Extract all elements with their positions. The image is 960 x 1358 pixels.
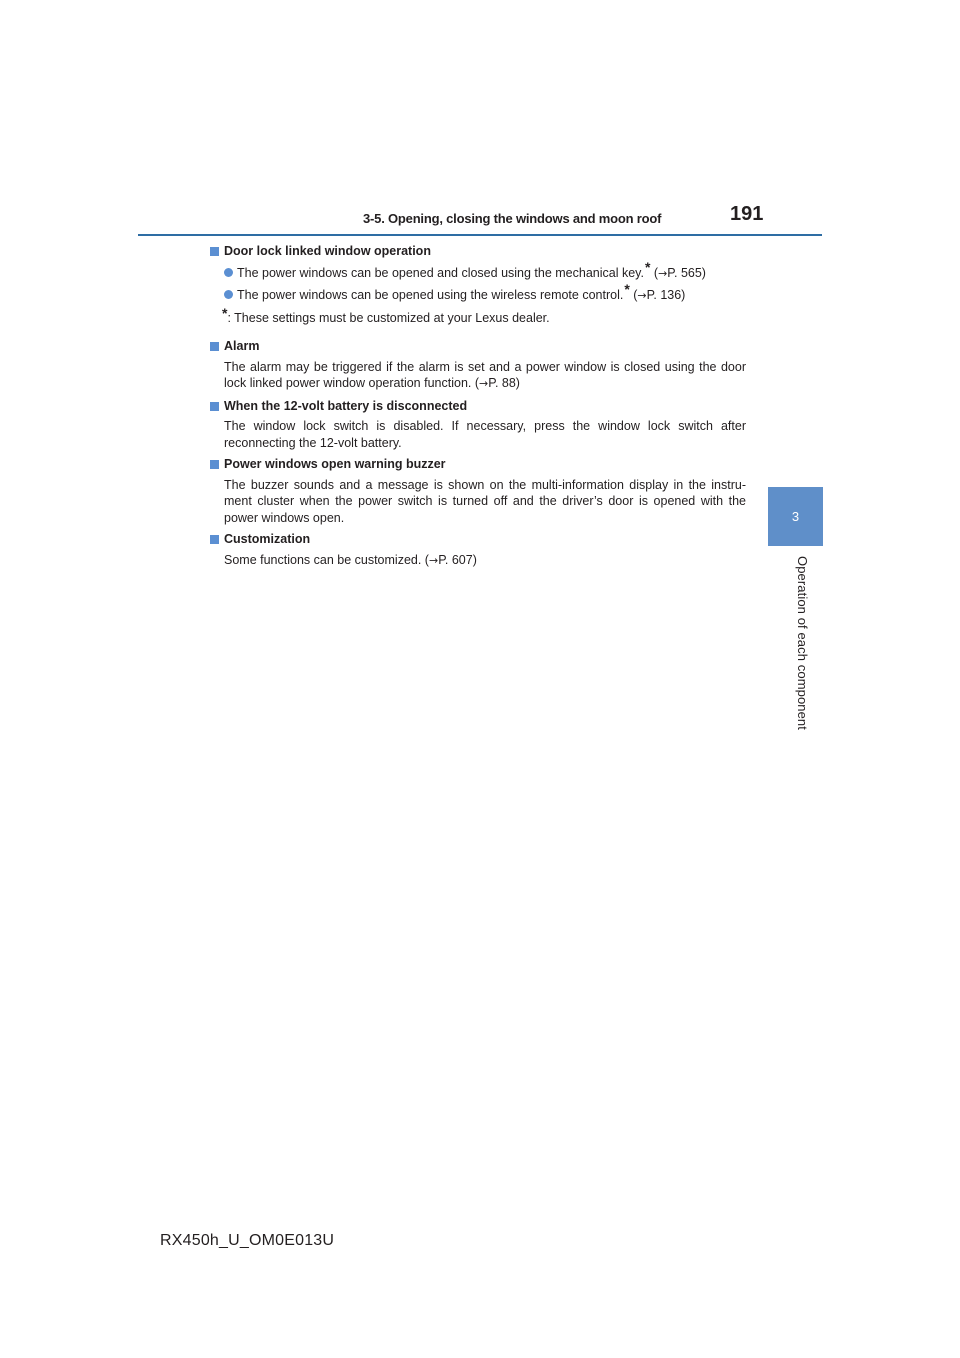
chapter-number: 3 xyxy=(791,509,800,524)
section-heading: Alarm xyxy=(210,338,746,355)
page-reference-link[interactable]: P. 136) xyxy=(646,288,686,302)
circle-bullet-icon xyxy=(224,268,233,277)
paragraph: The alarm may be triggered if the alarm is set and a power window is closed using the door lock linked power window operation function. (→P. 88) xyxy=(224,359,746,390)
footnote: *: These settings must be customized at your Lexus dealer. xyxy=(222,304,550,325)
main-content xyxy=(210,243,746,574)
section-customization xyxy=(210,531,746,569)
asterisk-mark: * xyxy=(644,258,651,275)
chapter-tab[interactable] xyxy=(768,487,823,546)
arrow-icon: → xyxy=(428,553,439,567)
paragraph: The buzzer sounds and a message is shown on the multi-information display in the instru-ment cluster when the power switch is turned off and the driver’s door is opened with the power windows open. xyxy=(224,477,746,525)
arrow-icon: → xyxy=(637,289,647,302)
asterisk-mark: * xyxy=(624,281,630,297)
section-title: 3-5. Opening, closing the windows and moon roof xyxy=(363,211,662,226)
circle-bullet-icon xyxy=(224,290,233,299)
paragraph: The window lock switch is disabled. If necessary, press the window lock switch after reconnecting the 12-volt battery. xyxy=(224,419,746,450)
section-alarm xyxy=(210,338,746,393)
section-heading: Power windows open warning buzzer xyxy=(210,456,746,473)
page-reference-link[interactable]: P. 607) xyxy=(438,552,477,567)
arrow-icon: → xyxy=(479,377,489,390)
list-item: The power windows can be opened and closed using the mechanical key.* (→P. 565) xyxy=(210,264,746,283)
page-reference-link[interactable]: P. 565) xyxy=(667,265,706,280)
model-code: RX450h_U_OM0E013U xyxy=(160,1232,335,1249)
square-bullet-icon xyxy=(210,460,219,469)
section-buzzer xyxy=(210,456,746,526)
section-heading: Door lock linked window operation xyxy=(210,243,746,260)
section-heading: When the 12-volt battery is disconnected xyxy=(210,398,746,415)
section-door-lock xyxy=(210,243,746,326)
paragraph: Some functions can be customized. (→P. 607) xyxy=(224,552,477,567)
arrow-icon: → xyxy=(658,266,668,280)
square-bullet-icon xyxy=(210,402,219,411)
section-battery xyxy=(210,398,746,452)
page-header xyxy=(138,200,822,236)
square-bullet-icon xyxy=(210,247,219,256)
section-heading: Customization xyxy=(210,531,746,548)
page-number: 191 xyxy=(730,203,764,225)
square-bullet-icon xyxy=(210,342,219,351)
chapter-label: Operation of each component xyxy=(795,556,810,730)
page-reference-link[interactable]: P. 88) xyxy=(488,376,520,390)
square-bullet-icon xyxy=(210,535,219,544)
asterisk-mark: * xyxy=(222,304,228,321)
list-item: The power windows can be opened using the wireless remote control.* (→P. 136) xyxy=(210,286,746,305)
